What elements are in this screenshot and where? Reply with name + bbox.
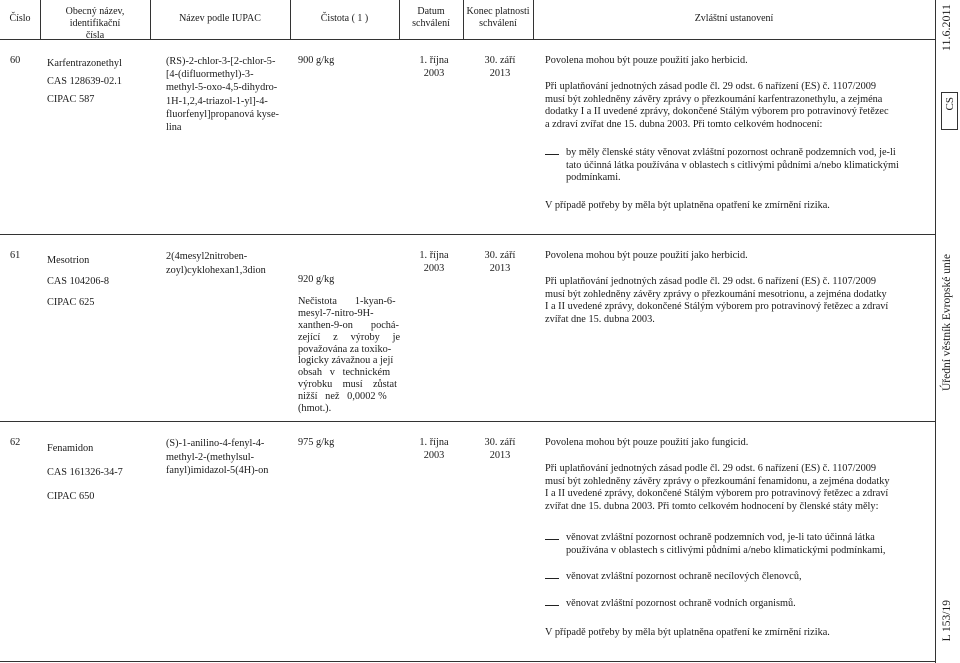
header-cislo: Číslo — [9, 13, 31, 24]
bullet-dash — [545, 154, 559, 155]
provision-evaluation: Při uplatňování jednotných zásad podle čl. 29 odst. 6 nařízení (ES) č. 1107/2009 musí být zohledněny závěry zprávy o přezkoumání mesotrionu, a zejména dodatky I a II uvedené zprávy, dokončené Stálým výborem pro potravinový řetězec a zdraví zvířat dne 15. dubna 2003. — [545, 276, 889, 326]
provision-evaluation: Při uplatňování jednotných zásad podle čl. 29 odst. 6 nařízení (ES) č. 1107/2009 musí být zohledněny závěry zprávy o přezkoumání karfentrazonethylu, a zejména dodatky I a II uvedené zprávy, dokončené Stálým výborem pro potravinový řetězec a zdraví zvířat dne 15. dubna 2003. Při tomto celkovém hodnocení: — [545, 81, 889, 131]
row-divider-61-62 — [0, 421, 935, 422]
approval-date: 1. října 2003 — [419, 437, 449, 461]
substance-name: Mesotrion CAS 104206-8 CIPAC 625 — [47, 255, 110, 308]
substance-name: Karfentrazonethyl CAS 128639-02.1 CIPAC 587 — [47, 58, 122, 105]
expiry-date: 30. září 2013 — [484, 437, 516, 461]
header-ustanoveni: Zvláštní ustanovení — [694, 13, 774, 24]
row-divider-60-61 — [0, 234, 935, 235]
header-obecny-nazev: Obecný název, identifikační čísla — [65, 6, 125, 41]
iupac-name: (S)-1-anilino-4-fenyl-4- methyl-2-(methylsul- fanyl)imidazol-5(4H)-on — [166, 438, 269, 476]
row-number: 61 — [10, 250, 21, 261]
provision-bullet: věnovat zvláštní pozornost ochraně necílových členovců, — [566, 571, 802, 582]
table-bottom-rule — [0, 661, 935, 662]
side-journal-title: Úřední věstník Evropské unie — [941, 254, 953, 392]
approval-date: 1. října 2003 — [419, 55, 449, 79]
header-datum: Datum schválení — [412, 6, 450, 29]
header-konec: Konec platnosti schválení — [466, 6, 530, 29]
substance-name: Fenamidon CAS 161326-34-7 CIPAC 650 — [47, 443, 123, 502]
bullet-dash — [545, 539, 559, 540]
provision-use: Povolena mohou být pouze použití jako herbicid. — [545, 55, 748, 66]
purity: 975 g/kg — [298, 437, 335, 448]
purity: 900 g/kg — [298, 55, 335, 66]
bullet-dash — [545, 605, 559, 606]
iupac-name: 2(4mesyl2nitroben- zoyl)cyklohexan1,3dion — [166, 251, 266, 276]
language-badge — [941, 92, 958, 130]
side-page-number: L 153/19 — [941, 600, 953, 642]
provision-mitigation: V případě potřeby by měla být uplatněna opatření ke zmírnění rizika. — [545, 200, 830, 211]
approval-date: 1. října 2003 — [419, 250, 449, 274]
provision-use: Povolena mohou být pouze použití jako herbicid. — [545, 250, 748, 261]
bullet-dash — [545, 578, 559, 579]
provision-bullet: by měly členské státy věnovat zvláštní pozornost ochraně podzemních vod, je-li tato účinná látka používána v oblastech s citlivými půdními a/nebo klimatickými podmínkami. — [566, 147, 899, 184]
side-language: CS — [944, 97, 956, 111]
provision-bullet: věnovat zvláštní pozornost ochraně podzemních vod, je-li tato účinná látka používána v oblastech s citlivými půdními a/nebo klimatickými podmínkami, — [566, 532, 886, 556]
row-number: 60 — [10, 55, 21, 66]
provision-evaluation: Při uplatňování jednotných zásad podle čl. 29 odst. 6 nařízení (ES) č. 1107/2009 musí být zohledněny závěry zprávy o přezkoumání fenamidonu, a zejména dodatky I a II uvedené zprávy, dokončené Stálým výborem pro potravinový řetězec a zdraví zvířat dne 15. dubna 2003. Při tomto celkovém hodnocení by členské státy měly: — [545, 463, 890, 513]
purity: 920 g/kg Nečistota 1-kyan-6- mesyl-7-nitro-9H- xanthen-9-on pochá- zející z výroby je považována za toxiko- logicky závažnou a její obsah v technickém výrobku musí zůstat nižší než 0,0002 % (hmot.). — [298, 273, 401, 414]
provision-bullet: věnovat zvláštní pozornost ochraně vodních organismů. — [566, 598, 796, 609]
expiry-date: 30. září 2013 — [484, 55, 516, 79]
provision-mitigation: V případě potřeby by měla být uplatněna opatření ke zmírnění rizika. — [545, 627, 830, 638]
side-date: 11.6.2011 — [939, 4, 953, 52]
header-cistota: Čistota ( 1 ) — [320, 13, 369, 24]
right-border — [935, 0, 936, 663]
expiry-date: 30. září 2013 — [484, 250, 516, 274]
iupac-name: (RS)-2-chlor-3-[2-chlor-5- [4-(difluormethyl)-3- methyl-5-oxo-4,5-dihydro- 1H-1,2,4-triazol-1-yl]-4- fluorfenyl]propanová kyse- lina — [166, 56, 279, 134]
header-iupac: Název podle IUPAC — [179, 13, 261, 24]
provision-use: Povolena mohou být pouze použití jako fungicid. — [545, 437, 749, 448]
row-number: 62 — [10, 437, 21, 448]
